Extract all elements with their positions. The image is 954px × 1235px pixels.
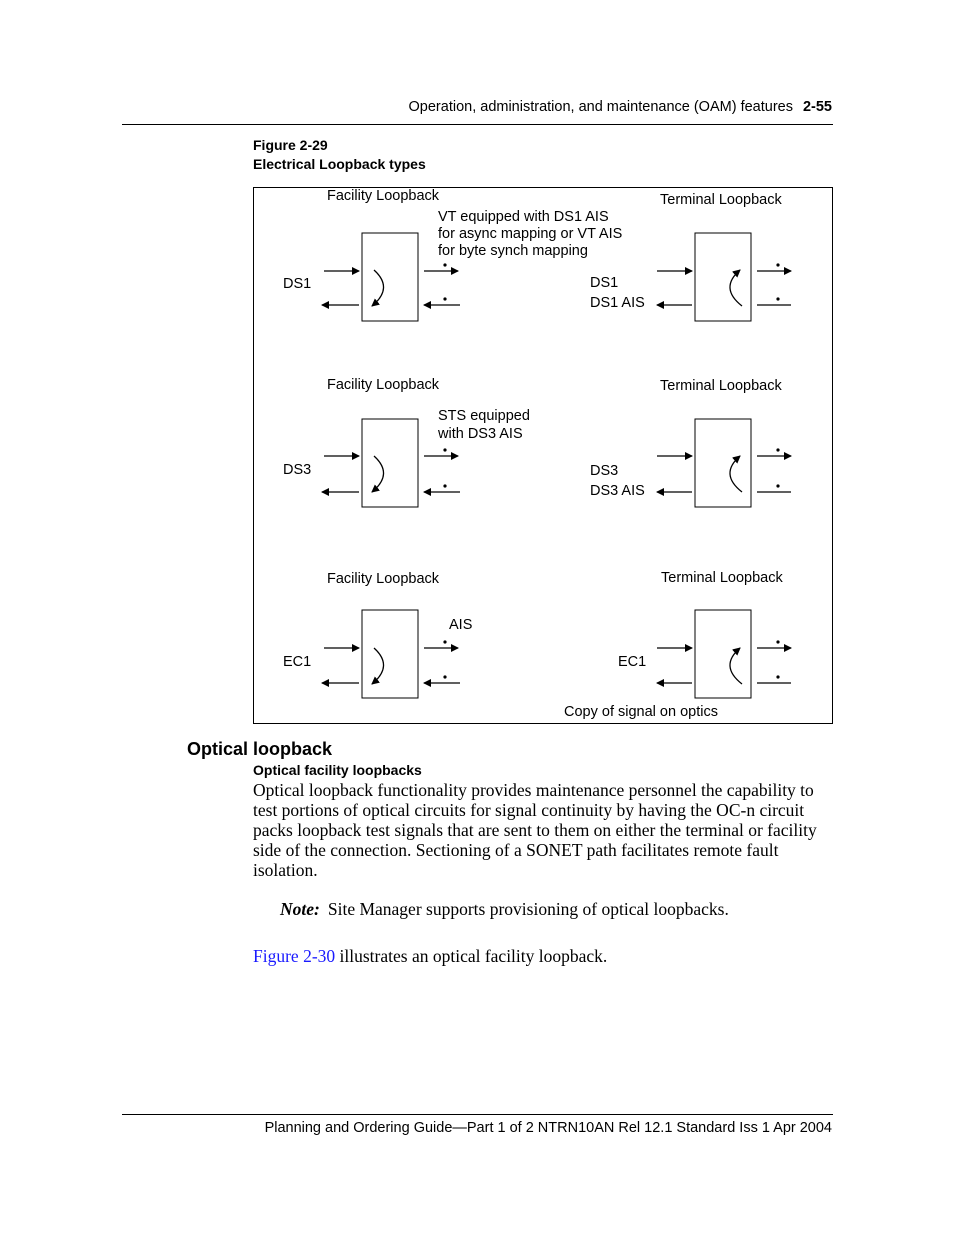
terminal-loopback-ds3 [657, 419, 791, 507]
figure-caption: Electrical Loopback types [253, 156, 426, 172]
xref-text: illustrates an optical facility loopback. [335, 946, 608, 966]
page-number: 2-55 [802, 99, 832, 115]
subsection-title: Optical facility loopbacks [253, 762, 422, 778]
figure-2-30-link[interactable]: Figure 2-30 [253, 946, 336, 966]
ds3-ais-label: DS3 AIS [590, 483, 645, 499]
vt-note-line: for async mapping or VT AIS [438, 226, 623, 242]
circuit-pack-box [362, 233, 418, 321]
circuit-pack-box [695, 233, 751, 321]
facility-loopback-label: Facility Loopback [327, 188, 440, 204]
terminal-loopback-label: Terminal Loopback [660, 378, 782, 394]
vt-note-line: for byte synch mapping [438, 243, 588, 259]
note-text: Site Manager supports provisioning of optical loopbacks. [327, 899, 729, 919]
header-rule [122, 124, 833, 125]
ais-label: AIS [449, 617, 473, 633]
facility-loopback-label: Facility Loopback [327, 571, 440, 587]
note-label: Note: [280, 899, 320, 919]
ds3-right-label: DS3 [590, 463, 619, 479]
section-title: Optical loopback [187, 739, 333, 759]
header-title: Operation, administration, and maintenance (OAM) features [408, 99, 793, 115]
running-header [409, 99, 832, 115]
loopback-diagram-svg [254, 188, 832, 723]
sts-note-line: STS equipped [438, 408, 530, 424]
copy-of-signal-label: Copy of signal on optics [564, 704, 718, 720]
cross-reference [253, 946, 607, 967]
sts-note-line: with DS3 AIS [438, 426, 523, 442]
figure-number: Figure 2-29 [253, 137, 328, 153]
note [280, 899, 729, 920]
terminal-loopback-ds1 [657, 233, 791, 321]
ec1-left-label: EC1 [283, 654, 312, 670]
body-paragraph: Optical loopback functionality provides maintenance personnel the capability to test portions of optical circuits for signal continuity by having the OC-n circuit packs loopback test signals that are sent to them on either the terminal or facility side of the connection. Sectioning of a SONET path facilitates remote fault isolation. [253, 780, 817, 880]
circuit-pack-box [362, 419, 418, 507]
ds1-right-label: DS1 [590, 275, 619, 291]
running-footer: Planning and Ordering Guide—Part 1 of 2 NTRN10AN Rel 12.1 Standard Iss 1 Apr 2004 [264, 1120, 832, 1136]
vt-note-line: VT equipped with DS1 AIS [438, 209, 609, 225]
ds3-left-label: DS3 [283, 462, 312, 478]
loopback-diagram [253, 187, 833, 724]
terminal-loopback-ec1 [657, 610, 791, 698]
facility-loopback-label: Facility Loopback [327, 377, 440, 393]
footer-rule [122, 1114, 833, 1115]
terminal-loopback-label: Terminal Loopback [660, 192, 782, 208]
terminal-loopback-label: Terminal Loopback [661, 570, 783, 586]
ec1-right-label: EC1 [618, 654, 647, 670]
circuit-pack-box [695, 610, 751, 698]
circuit-pack-box [695, 419, 751, 507]
facility-loopback-ec1 [322, 610, 460, 698]
circuit-pack-box [362, 610, 418, 698]
ds1-ais-label: DS1 AIS [590, 295, 645, 311]
ds1-left-label: DS1 [283, 276, 312, 292]
